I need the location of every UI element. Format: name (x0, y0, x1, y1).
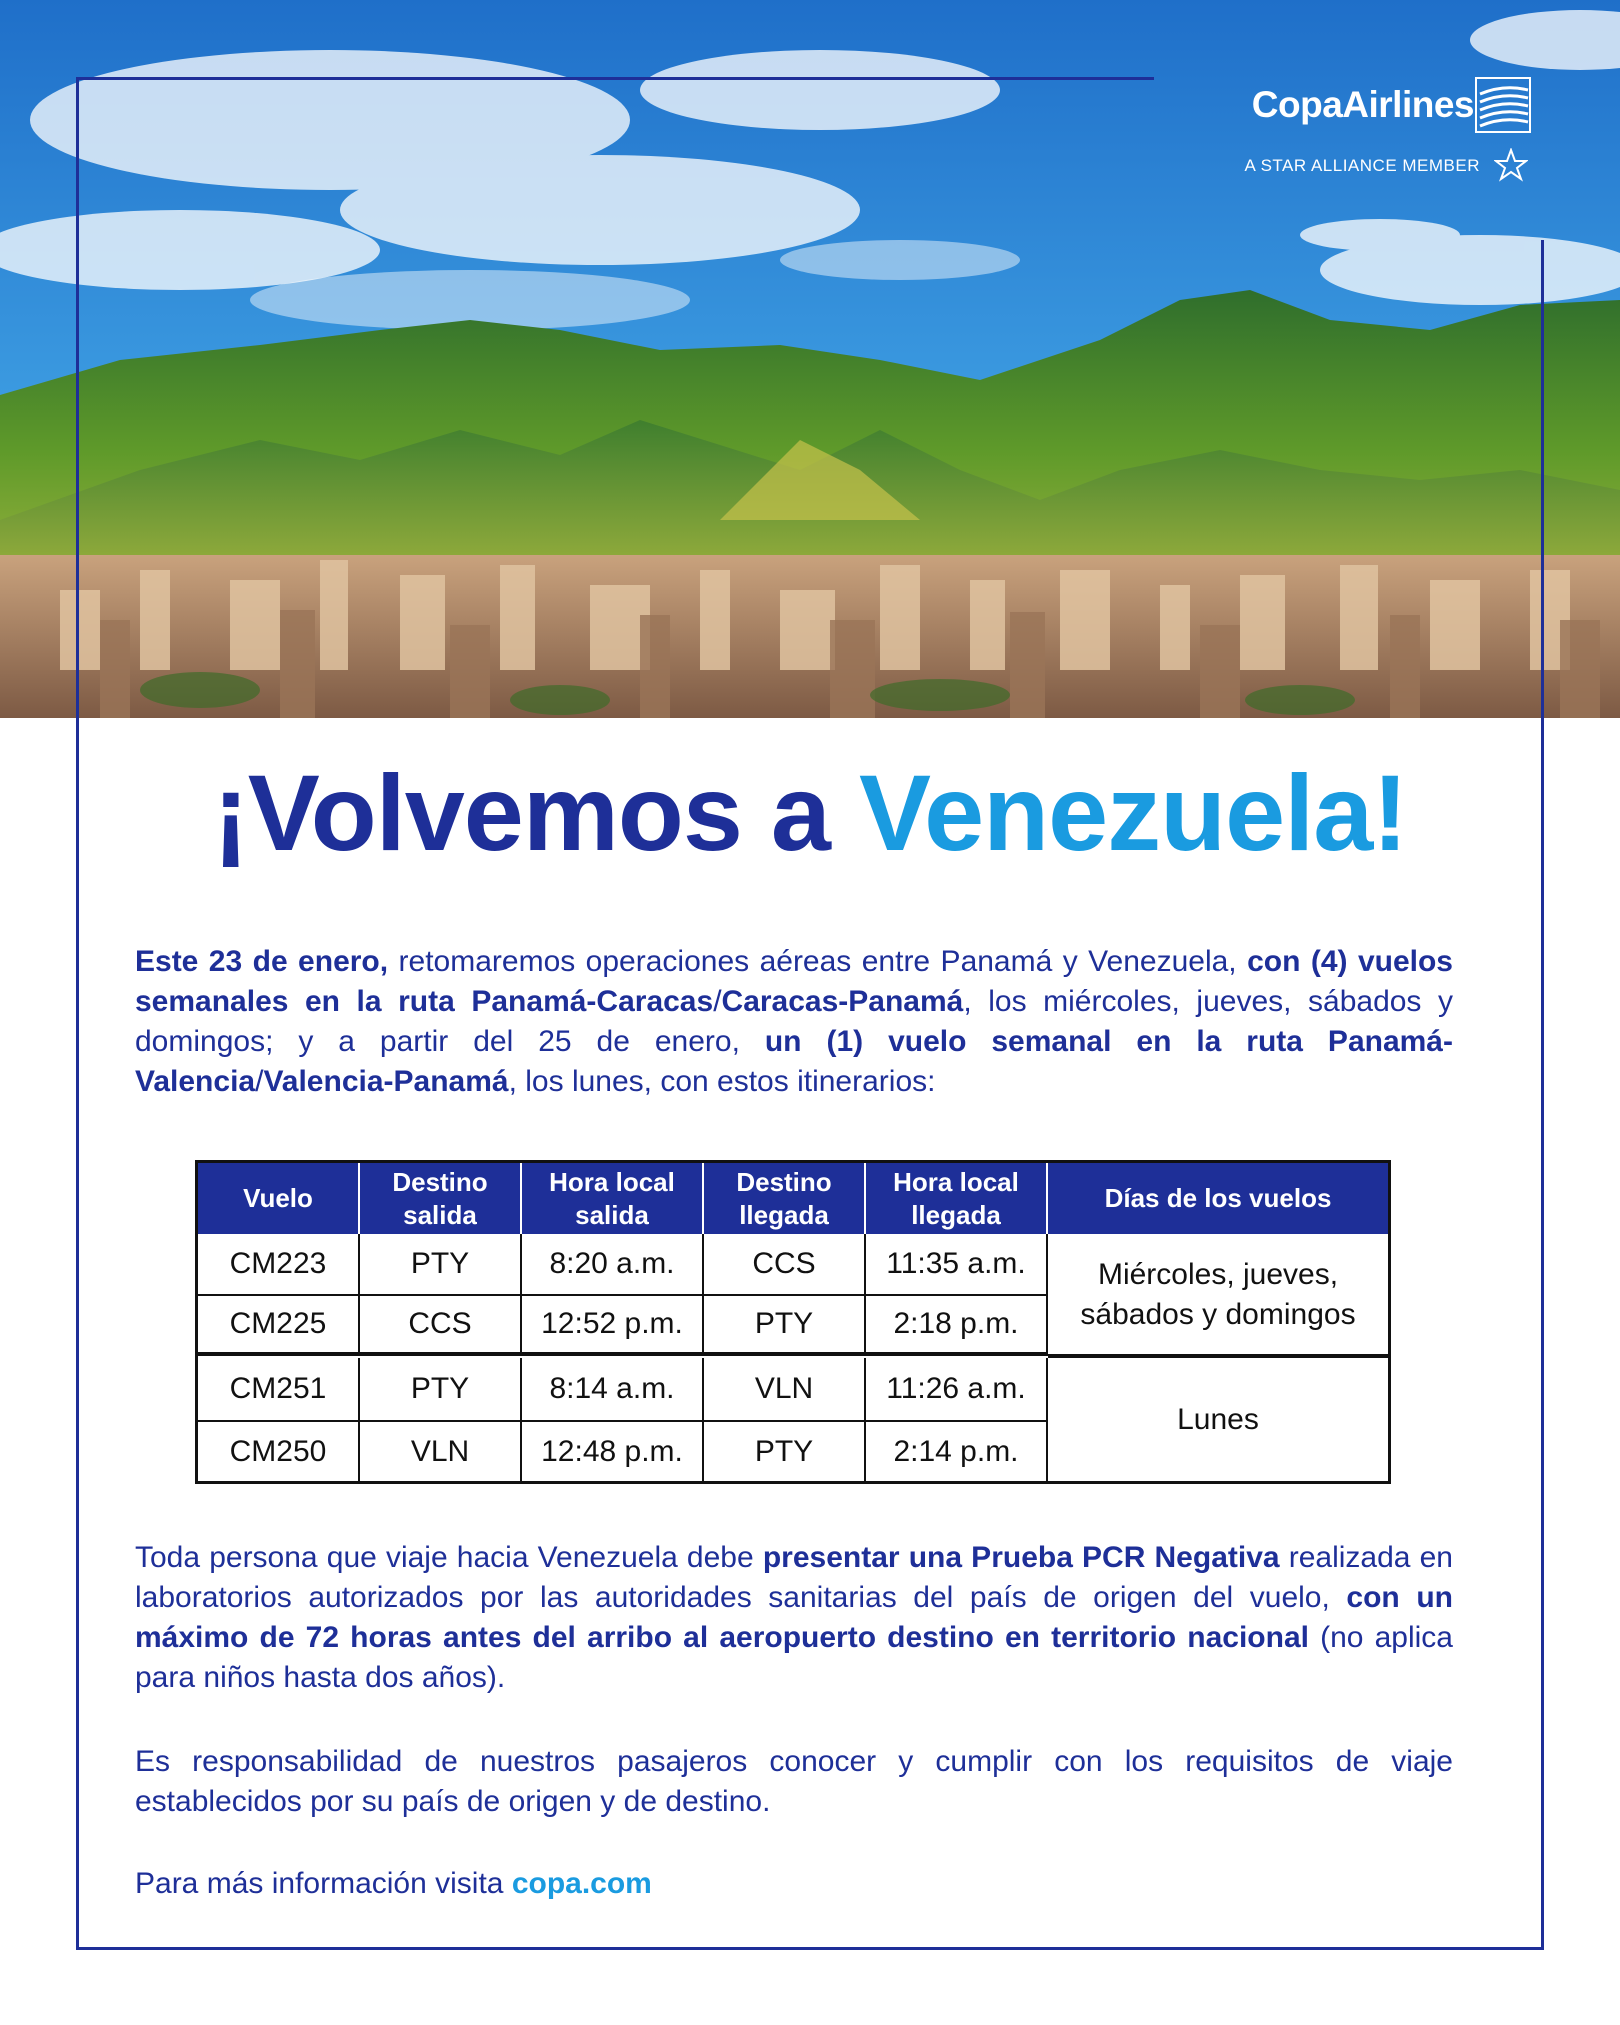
flight-schedule-table (195, 1160, 1391, 1484)
table-cell: 12:48 p.m. (522, 1422, 704, 1481)
intro-paragraph (135, 942, 1453, 1102)
table-cell: PTY (704, 1296, 866, 1354)
header-hora-salida: Hora local salida (522, 1163, 704, 1234)
intro-caracas-return: Caracas-Panamá (721, 985, 964, 1018)
copa-website-link[interactable]: copa.com (511, 1867, 652, 1900)
header-dias: Días de los vuelos (1048, 1163, 1388, 1234)
intro-caracas-route: con (4) vuelos semanales en la ruta Panamá-Caracas (135, 945, 1453, 1018)
star-alliance-tagline: A STAR ALLIANCE MEMBER (1244, 156, 1480, 175)
table-cell: CCS (704, 1234, 866, 1296)
pcr-text-1: Toda persona que viaje hacia Venezuela debe (135, 1541, 763, 1574)
table-cell: PTY (360, 1358, 522, 1422)
intro-date: Este 23 de enero, (135, 945, 389, 978)
table-cell: CM223 (198, 1234, 360, 1296)
table-cell: 2:14 p.m. (866, 1422, 1048, 1481)
copa-airlines-logo (1188, 74, 1540, 194)
intro-valencia-route: un (1) vuelo semanal en la ruta Panamá-Valencia (135, 1025, 1453, 1098)
responsibility-paragraph: Es responsabilidad de nuestros pasajeros conocer y cumplir con los requisitos de viaje establecidos por su país de origen y de destino. (135, 1745, 1453, 1818)
title-part-1: ¡Volvemos a (212, 752, 830, 873)
star-alliance-icon (1494, 148, 1528, 182)
table-cell: PTY (360, 1234, 522, 1296)
more-info-text: Para más información visita (135, 1867, 512, 1900)
header-destino-salida: Destino salida (360, 1163, 522, 1234)
table-cell: 8:14 a.m. (522, 1358, 704, 1422)
pcr-paragraph (135, 1538, 1453, 1698)
header-hora-llegada: Hora local llegada (866, 1163, 1048, 1234)
table-cell: 11:26 a.m. (866, 1358, 1048, 1422)
intro-valencia-return: Valencia-Panamá (263, 1065, 509, 1098)
pcr-requirement: presentar una Prueba PCR Negativa (762, 1541, 1280, 1574)
table-cell: PTY (704, 1422, 866, 1481)
frame-line-left (76, 77, 79, 1950)
table-cell: 8:20 a.m. (522, 1234, 704, 1296)
frame-line-top (76, 77, 1154, 80)
table-cell: 11:35 a.m. (866, 1234, 1048, 1296)
table-cell: VLN (704, 1358, 866, 1422)
intro-text-2: , los miércoles, jueves, sábados y domingos; y a partir del 25 de enero, (135, 985, 1453, 1058)
days-cell-wed-sun: Miércoles, jueves, sábados y domingos (1048, 1234, 1388, 1358)
frame-line-right (1541, 240, 1544, 1950)
days-cell-monday: Lunes (1177, 1402, 1259, 1436)
more-info-line (135, 1864, 1453, 1904)
table-cell: CM251 (198, 1358, 360, 1422)
title-part-2: Venezuela! (859, 752, 1408, 873)
copa-wing-icon (1474, 76, 1532, 134)
intro-slash-2: / (255, 1065, 264, 1098)
header-destino-llegada: Destino llegada (704, 1163, 866, 1234)
intro-slash-1: / (713, 985, 722, 1018)
table-cell: 12:52 p.m. (522, 1296, 704, 1354)
table-cell: 2:18 p.m. (866, 1296, 1048, 1354)
pcr-text-2: realizada en laboratorios autorizados por las autoridades sanitarias del país de origen del vuelo, (135, 1541, 1453, 1614)
brand-name: CopaAirlines (1251, 84, 1474, 125)
intro-text-1: retomaremos operaciones aéreas entre Panamá y Venezuela, (388, 945, 1248, 978)
pcr-time-limit: con un máximo de 72 horas antes del arribo al aeropuerto destino en territorio nacional (135, 1581, 1453, 1654)
table-cell: CM225 (198, 1296, 360, 1354)
frame-line-bottom (76, 1947, 1544, 1950)
page-title (0, 748, 1620, 878)
intro-text-3: , los lunes, con estos itinerarios: (508, 1065, 936, 1098)
table-cell: VLN (360, 1422, 522, 1481)
header-vuelo: Vuelo (198, 1163, 360, 1234)
pcr-text-3: (no aplica para niños hasta dos años). (135, 1621, 1453, 1694)
table-cell: CM250 (198, 1422, 360, 1481)
table-cell: CCS (360, 1296, 522, 1354)
